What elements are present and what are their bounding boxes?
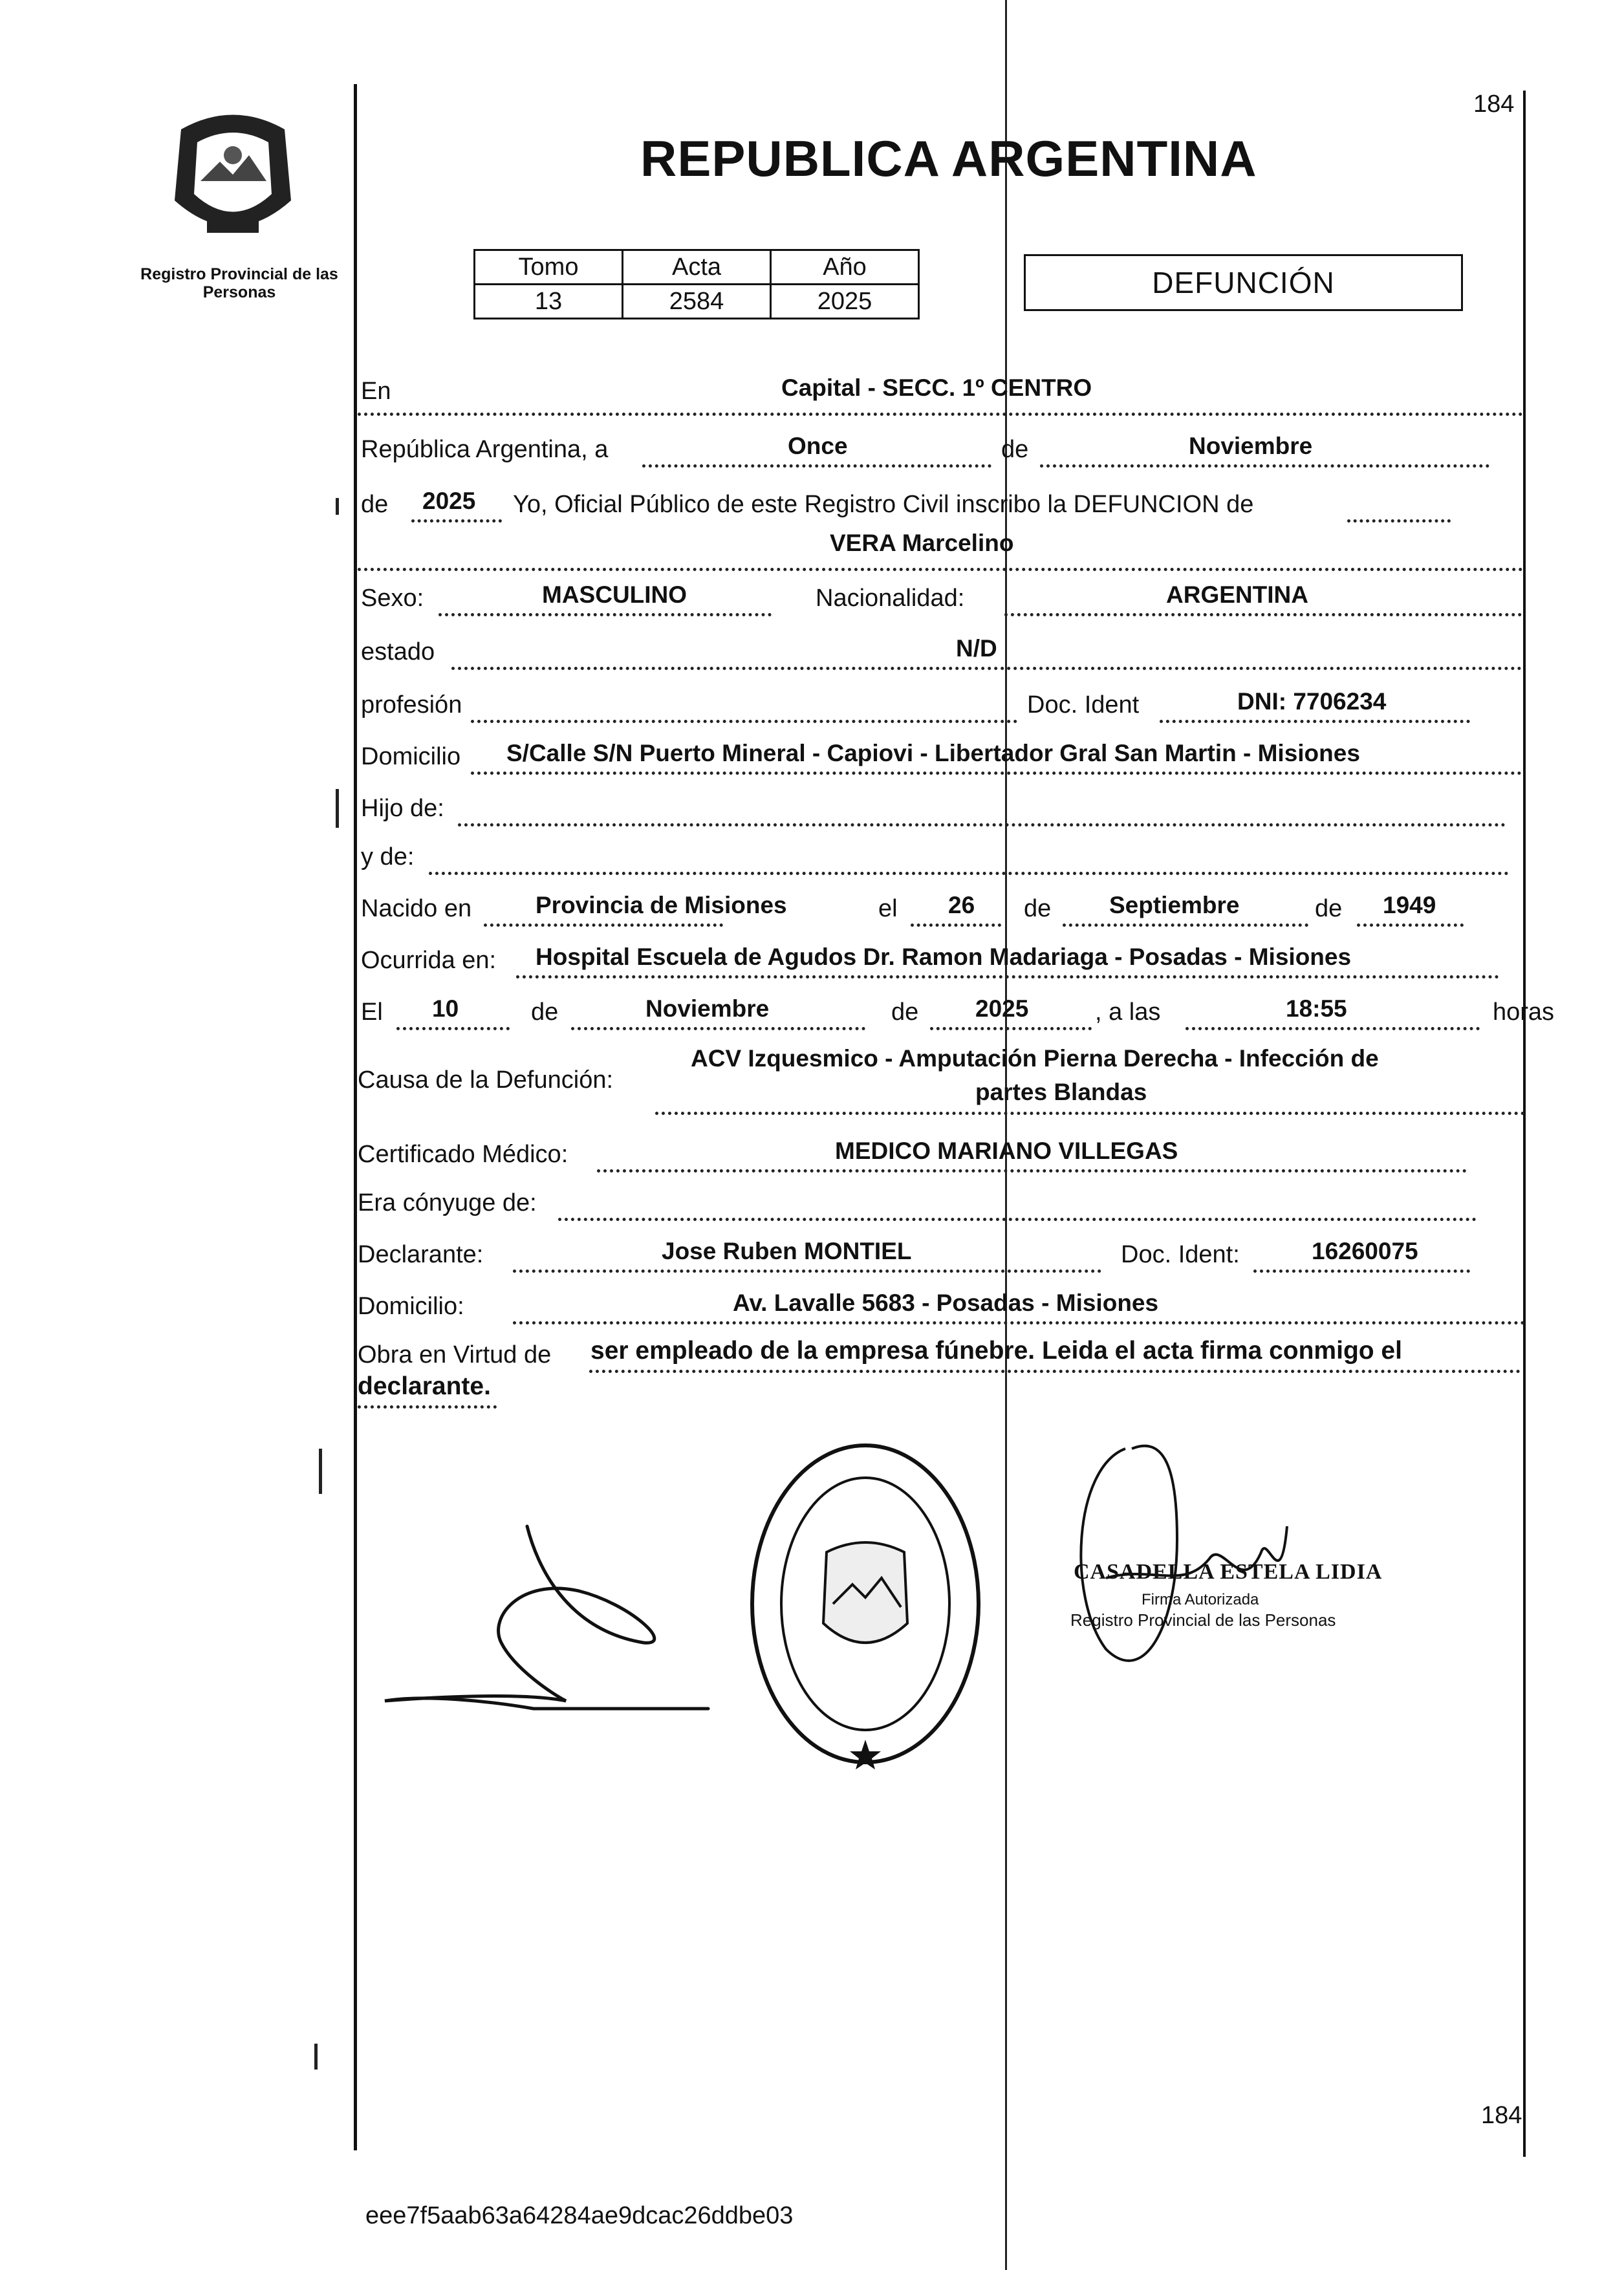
value-decl-domicilio: Av. Lavalle 5683 - Posadas - Misiones [733,1290,1159,1316]
value-obra-line-2: declarante. [358,1372,491,1400]
dots-nacido [484,924,723,927]
value-dia: Once [788,433,848,459]
value-nac-dia: 26 [948,892,975,918]
dots-hora [1186,1027,1480,1030]
value-domicilio: S/Calle S/N Puerto Mineral - Capiovi - Libertador Gral San Martin - Misiones [506,740,1360,766]
label-estado: estado [361,638,435,665]
label-de: de [1001,436,1029,463]
row-hijo [358,783,1523,828]
delegation-seal [742,1436,988,1772]
value-doc: DNI: 7706234 [1237,688,1387,715]
dots-estado [451,667,1522,670]
scan-mark [336,498,339,515]
page-number-footer: 184 [1481,2102,1522,2129]
ref-header-anio: Año [771,250,919,285]
dots-causa [655,1112,1525,1115]
row-estado [358,626,1523,671]
label-hijo: Hijo de: [361,795,444,822]
value-obra-line-1: ser empleado de la empresa fúnebre. Leida el acta firma conmigo el [590,1337,1402,1365]
label-nacionalidad: Nacionalidad: [816,585,965,612]
value-nac-anio: 1949 [1383,892,1436,918]
page-border-left [354,84,357,2150]
row-decl-domicilio [358,1281,1523,1326]
scan-mark [336,789,339,828]
row-nacido [358,883,1523,928]
page-number: 184 [1473,91,1515,118]
dots-sexo [438,613,772,616]
label-a-las: , a las [1095,999,1161,1026]
label-sexo: Sexo: [361,585,424,612]
ref-value-tomo: 13 [475,285,623,319]
label-causa: Causa de la Defunción: [358,1066,614,1094]
value-ocurrida: Hospital Escuela de Agudos Dr. Ramon Madariaga - Posadas - Misiones [536,944,1352,970]
label-declarante: Declarante: [358,1241,484,1268]
scan-mark [319,1449,322,1494]
value-def-anio: 2025 [975,995,1029,1022]
label-republica: República Argentina, a [361,436,609,463]
row-conyuge [358,1177,1523,1222]
value-nombre: VERA Marcelino [830,530,1014,556]
row-sexo [358,572,1523,618]
value-causa-line-2: partes Blandas [975,1079,1147,1105]
value-lugar: Capital - SECC. 1º CENTRO [781,374,1092,401]
dots-def-anio [930,1027,1092,1030]
dots-ocurrida [516,975,1499,978]
label-de-nac-anio: de [1315,895,1343,922]
value-def-dia: 10 [432,995,459,1022]
dots-obra-2 [358,1405,497,1409]
row-declarante [358,1229,1523,1274]
dots-profesion [471,720,1017,723]
value-causa-line-1: ACV Izquesmico - Amputación Pierna Derecha - Infección de [691,1045,1379,1072]
official-stamp-office: Registro Provincial de las Personas [1070,1610,1336,1630]
value-hora: 18:55 [1286,995,1347,1022]
dots-hijo [458,823,1506,827]
scan-mark [314,2044,318,2070]
label-domicilio: Domicilio [361,743,461,770]
official-stamp-name: CASADELLA ESTELA LIDIA [1074,1560,1383,1584]
label-doc: Doc. Ident [1027,691,1140,719]
value-nac-mes: Septiembre [1109,892,1240,918]
dots-def-mes [571,1027,865,1030]
label-el-def: El [361,999,383,1026]
reference-table [473,249,920,319]
row-lugar [358,365,1523,411]
dots-nac-anio [1357,924,1464,927]
dots-conyuge [558,1218,1477,1221]
row-nombre [358,521,1523,566]
value-nacionalidad: ARGENTINA [1166,581,1308,608]
row-ocurrida [358,935,1523,980]
dots-declarante [513,1270,1101,1273]
value-anio: 2025 [422,488,476,514]
label-profesion: profesión [361,691,462,719]
misiones-crest-icon [162,103,304,246]
label-decl-doc: Doc. Ident: [1121,1241,1240,1268]
dots-nacionalidad [1004,613,1522,616]
row-certificado [358,1129,1523,1174]
label-de-def-mes: de [531,999,559,1026]
row-profesion [358,679,1523,724]
label-de-nac-mes: de [1024,895,1052,922]
row-obra-2 [358,1365,1523,1410]
official-stamp-role: Firma Autorizada [1142,1591,1259,1608]
dots-decl-domicilio [513,1321,1525,1324]
value-def-mes: Noviembre [645,995,770,1022]
dots-domicilio [471,772,1522,775]
dots-nac-dia [911,924,1001,927]
row-y-de [358,831,1523,876]
official-signature [1048,1429,1500,1740]
page-border-right [1523,91,1526,2157]
dots-decl-doc [1253,1270,1470,1273]
label-ocurrida: Ocurrida en: [361,947,497,974]
label-conyuge: Era cónyuge de: [358,1189,537,1216]
label-nacido: Nacido en [361,895,472,922]
label-de-anio: de [361,491,389,518]
dots-certificado [597,1169,1467,1173]
dots-y-de [429,872,1509,875]
label-oficial: Yo, Oficial Público de este Registro Civil inscribo la DEFUNCION de [513,491,1254,518]
label-horas: horas [1493,999,1555,1026]
dots-mes [1040,464,1489,468]
ref-header-acta: Acta [623,250,771,285]
declarant-signature [372,1507,721,1766]
value-declarante: Jose Ruben MONTIEL [662,1238,912,1264]
label-y-de: y de: [361,843,415,870]
label-obra: Obra en Virtud de [358,1341,552,1368]
label-certificado: Certificado Médico: [358,1141,568,1168]
ref-header-tomo: Tomo [475,250,623,285]
row-causa [358,1035,1523,1112]
dots-nac-mes [1063,924,1308,927]
ref-value-anio: 2025 [771,285,919,319]
value-estado: N/D [956,635,997,662]
label-el: el [878,895,898,922]
value-certificado: MEDICO MARIANO VILLEGAS [835,1138,1178,1164]
document-hash: eee7f5aab63a64284ae9dcac26ddbe03 [365,2202,794,2229]
label-decl-domicilio: Domicilio: [358,1293,464,1320]
row-oficial [358,479,1523,524]
value-mes: Noviembre [1189,433,1313,459]
dots-dia [642,464,991,468]
ref-value-acta: 2584 [623,285,771,319]
label-de-def-anio: de [891,999,919,1026]
country-title: REPUBLICA ARGENTINA [640,130,1257,187]
dots-doc [1160,720,1470,723]
dots-def-dia [396,1027,510,1030]
label-en: En [361,378,391,405]
row-fecha [358,424,1523,469]
value-decl-doc: 16260075 [1312,1238,1418,1264]
row-domicilio [358,731,1523,776]
registry-caption: Registro Provincial de las Personas [140,265,338,301]
row-fecha-defuncion [358,986,1555,1032]
value-sexo: MASCULINO [542,581,687,608]
value-nacido: Provincia de Misiones [536,892,787,918]
document-type-box: DEFUNCIÓN [1024,254,1463,311]
